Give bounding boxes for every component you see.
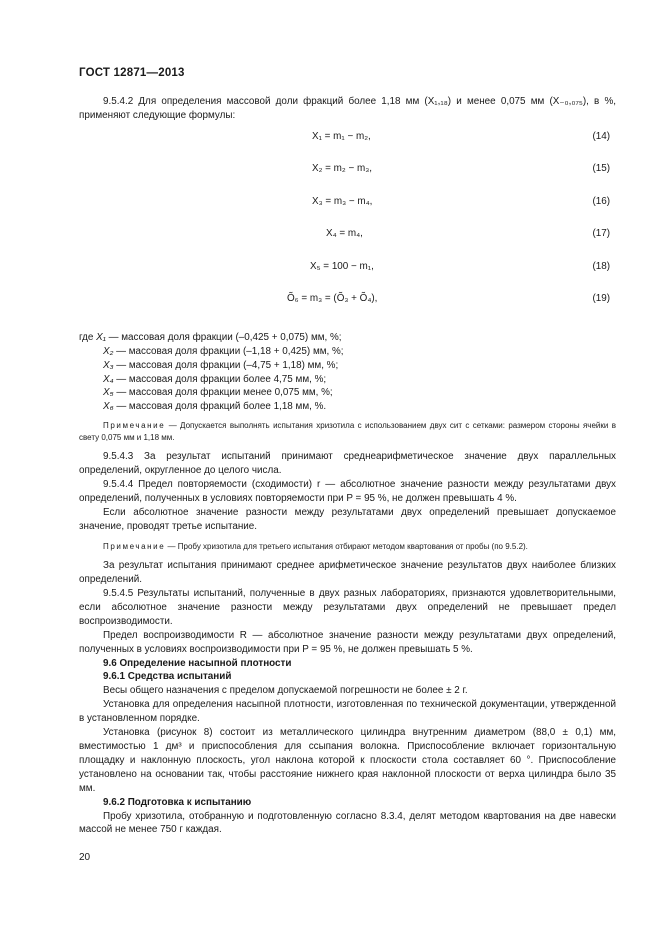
note-1 <box>79 420 616 443</box>
paragraph-961-b: Установка для определения насыпной плотности, изготовленная по технической документации, утвержденной в установленном порядке. <box>79 699 616 725</box>
formula-number: (19) <box>592 293 610 305</box>
paragraph-9544-a: 9.5.4.4 Предел повторяемости (сходимости) r — абсолютное значение разности между результатами двух определений, полученных в условиях повторяемости при P = 95 %, не должен превышать 4 %. <box>79 479 616 504</box>
formula-16 <box>79 195 616 228</box>
symbol-definitions <box>79 331 616 414</box>
formula-number: (18) <box>592 260 610 272</box>
formula-17 <box>79 227 616 260</box>
paragraph-961-c: Установка (рисунок 8) состоит из металлического цилиндра внутренним диаметром (88,0 ± 0,1) мм, вместимостью 1 дм³ и приспособления для ссыпания волокна. Приспособление включает горизонтальную площадку и наклонную плоскость, угол наклона которой к плоскости стола составляет 60 °. Приспособление установлено на основании так, чтобы расстояние нижнего края наклонной плоскости от верха цилиндра было 35 мм. <box>79 727 616 794</box>
paragraph-9545-a: 9.5.4.5 Результаты испытаний, полученные в двух разных лабораториях, признаются удовлетворительными, если абсолютное значение разности между результатами двух определений не превышает предел воспроизводимости. <box>79 588 616 627</box>
note-text: — Пробу хризотила для третьего испытания отбирают методом квартования от пробы (по 9.5.2). <box>167 541 528 551</box>
formula-number: (17) <box>592 228 610 240</box>
definition-text: — массовая доля фракций более 1,18 мм, %. <box>116 401 327 413</box>
paragraph-result: За результат испытания принимают среднее арифметическое значение результатов двух наиболее близких определений. <box>79 560 616 586</box>
section-heading-9-6: 9.6 Определение насыпной плотности <box>103 657 292 669</box>
formula-expression: X₅ = 100 − m₁, <box>310 260 374 272</box>
formula-number: (16) <box>592 195 610 207</box>
paragraph-9542: 9.5.4.2 Для определения массовой доли фракций более 1,18 мм (X₁,₁₈) и менее 0,075 мм (X₋₀,₀₇₅), в %, применяют следующие формулы: <box>79 96 616 121</box>
definition-text: — массовая доля фракции (–4,75 + 1,18) мм, %; <box>116 359 339 371</box>
section-heading-9-6-1: 9.6.1 Средства испытаний <box>103 671 232 683</box>
paragraph-9543: 9.5.4.3 За результат испытаний принимают среднеарифметическое значение двух параллельных определений, округленное до целого числа. <box>79 451 616 477</box>
definition-row <box>79 359 616 373</box>
definition-symbol: X₃ <box>103 359 114 371</box>
definition-symbol: X₅ <box>103 387 114 399</box>
definition-symbol: X₆ <box>103 401 114 413</box>
standard-header: ГОСТ 12871—2013 <box>79 67 185 79</box>
formula-number: (15) <box>592 163 610 175</box>
formula-19 <box>79 292 616 325</box>
formula-number: (14) <box>592 130 610 142</box>
formula-expression: Õ₆ = m₃ = (Õ₃ + Õ₄), <box>287 293 378 305</box>
note-label: Примечание <box>103 421 166 431</box>
formula-block <box>79 130 616 325</box>
note-label: Примечание <box>103 541 166 551</box>
definition-row <box>79 345 616 359</box>
paragraph-962: Пробу хризотила, отобранную и подготовленную согласно 8.3.4, делят методом квартования на две навески массой не менее 750 г каждая. <box>79 810 616 836</box>
formula-14 <box>79 130 616 163</box>
formula-expression: X₃ = m₃ − m₄, <box>312 195 373 207</box>
formula-expression: X₂ = m₂ − m₃, <box>312 163 372 175</box>
definition-row <box>79 386 616 400</box>
page-content <box>79 95 616 837</box>
paragraph-9544-b: Если абсолютное значение разности между результатами двух определений превышает допускаемое значение, проводят третье испытание. <box>79 506 616 532</box>
definition-text: — массовая доля фракции менее 0,075 мм, %; <box>116 387 333 399</box>
definition-text: — массовая доля фракции (–0,425 + 0,075) мм, %; <box>108 331 342 343</box>
definition-row <box>79 331 616 345</box>
definition-text: — массовая доля фракции (–1,18 + 0,425) мм, %; <box>116 345 344 357</box>
paragraph-9545-b: Предел воспроизводимости R — абсолютное значение разности между результатами двух определений, полученных в условиях воспроизводимости при P = 95 %, не должен превышать 5 %. <box>79 629 616 655</box>
definition-row <box>79 373 616 387</box>
note-text: — Допускается выполнять испытания хризотила с использованием двух сит с сетками: размером стороны ячейки в свету 0,075 мм и 1,18 мм. <box>79 421 616 442</box>
note-2 <box>79 541 616 553</box>
definitions-intro: где <box>79 331 94 343</box>
formula-15 <box>79 162 616 195</box>
paragraph-961-a: Весы общего назначения с пределом допускаемой погрешности не более ± 2 г. <box>103 685 468 697</box>
definition-symbol: X₂ <box>103 345 114 357</box>
formula-expression: X₁ = m₁ − m₂, <box>312 130 371 142</box>
page-number: 20 <box>79 852 91 863</box>
section-heading-9-6-2: 9.6.2 Подготовка к испытанию <box>103 796 252 808</box>
definition-symbol: X₁ <box>96 331 106 343</box>
definition-row <box>79 400 616 414</box>
definition-symbol: X₄ <box>103 373 114 385</box>
formula-expression: X₄ = m₄, <box>326 228 363 240</box>
formula-18 <box>79 260 616 293</box>
definition-text: — массовая доля фракции более 4,75 мм, %; <box>116 373 327 385</box>
